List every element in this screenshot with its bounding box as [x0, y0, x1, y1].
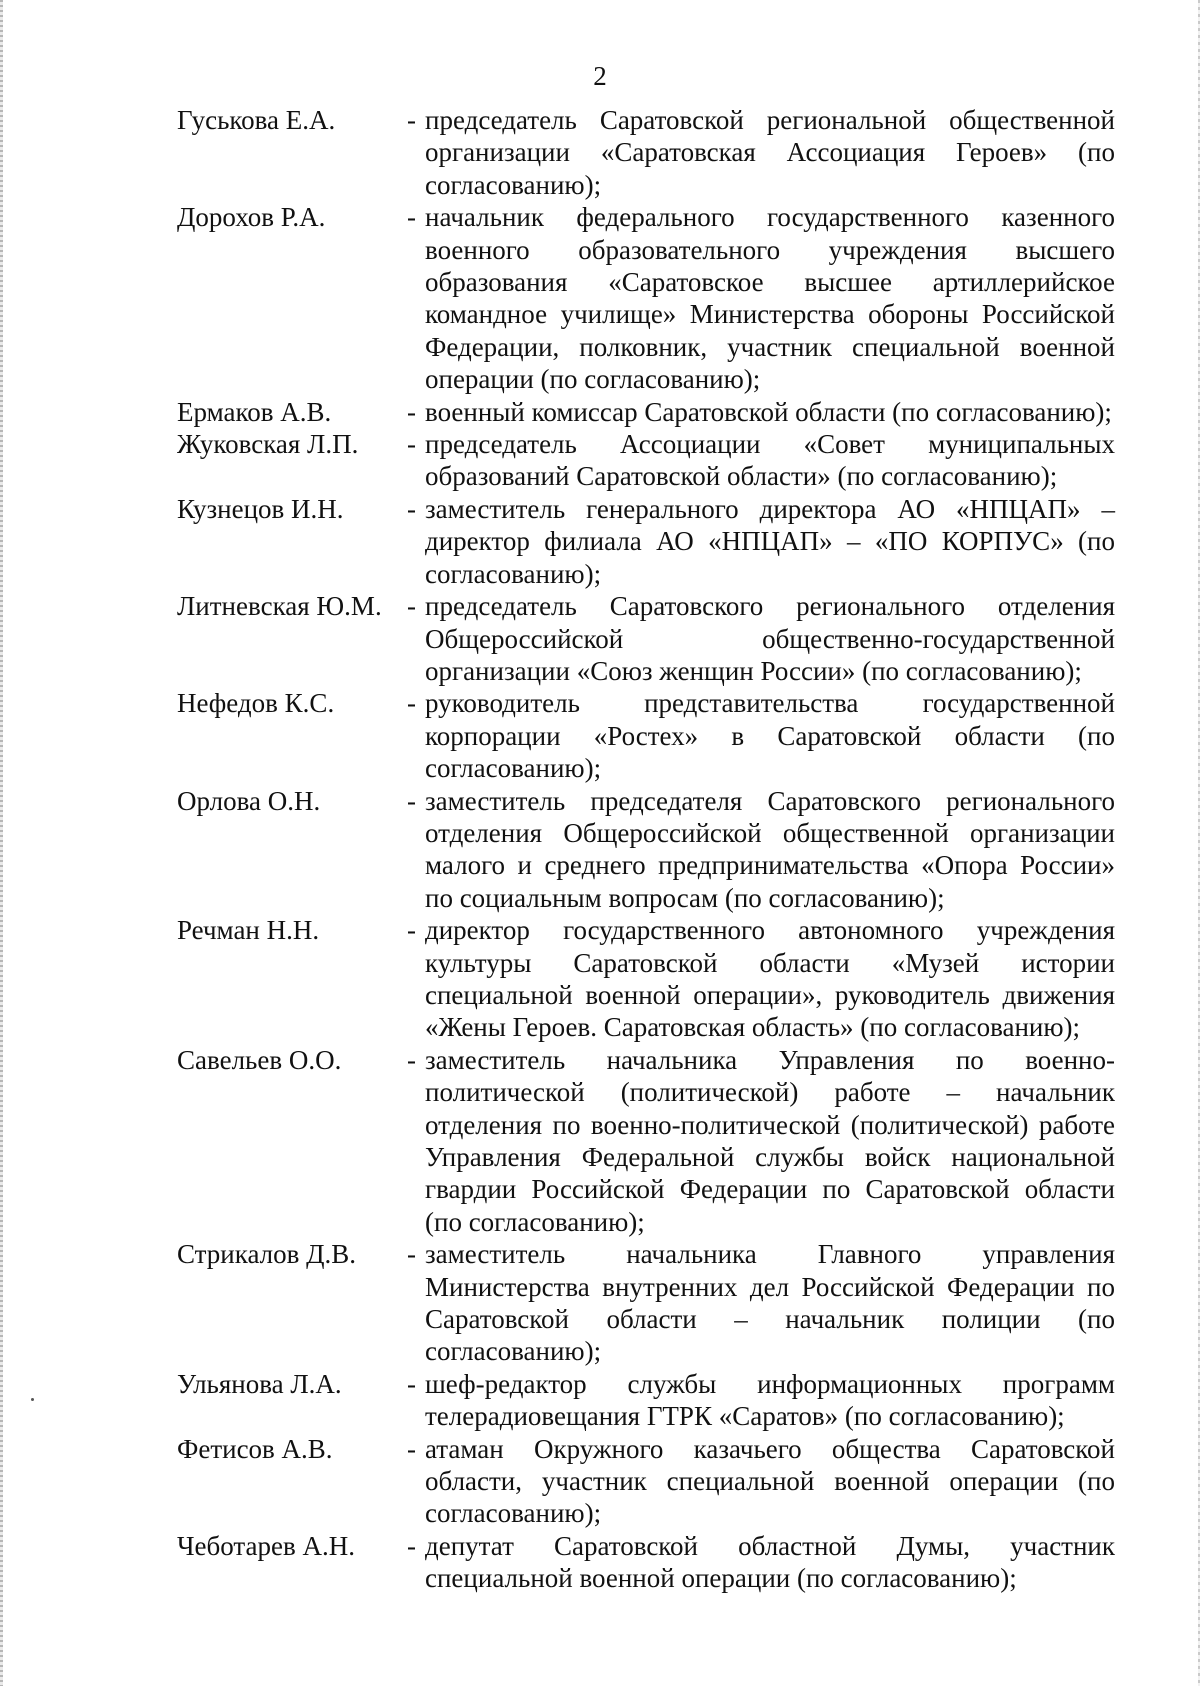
- member-entry: [177, 1433, 1115, 1530]
- role-text: заместитель начальника Управления по военно-политической (политической) работе – начальник отделения по военно-политической (политической) работе Управления Федеральной службы войск национальной гвардии Российской Федерации по Саратовской области (по согласованию);: [425, 1044, 1115, 1237]
- member-role: [407, 1530, 1115, 1595]
- member-role: [407, 914, 1115, 1044]
- role-dash: -: [407, 1433, 416, 1464]
- member-role: [407, 785, 1115, 915]
- role-text: заместитель генерального директора АО «НПЦАП» – директор филиала АО «НПЦАП» – «ПО КОРПУС» (по согласованию);: [425, 493, 1115, 589]
- role-dash: -: [407, 105, 416, 135]
- role-text: председатель Саратовского регионального отделения Общероссийской общественно-государственной организации «Союз женщин России» (по согласованию);: [425, 591, 1115, 686]
- member-name: Стрикалов Д.В.: [177, 1239, 357, 1270]
- member-name: Кузнецов И.Н.: [177, 493, 344, 524]
- member-role: [407, 1238, 1115, 1368]
- member-entry: [177, 396, 1115, 428]
- member-name: Жуковская Л.П.: [177, 429, 359, 460]
- member-entry: [177, 493, 1115, 590]
- role-text: председатель Ассоциации «Совет муниципальных образований Саратовской области» (по согласованию);: [425, 429, 1115, 492]
- member-role: [407, 428, 1115, 493]
- member-entry: [177, 914, 1115, 1044]
- role-dash: -: [407, 1239, 416, 1270]
- role-text: заместитель председателя Саратовского регионального отделения Общероссийской общественной организации малого и среднего предпринимательства «Опора России» по социальным вопросам (по согласованию);: [425, 785, 1115, 913]
- page-number: 2: [593, 61, 607, 91]
- member-name: Савельев О.О.: [177, 1044, 342, 1075]
- member-name: Речман Н.Н.: [177, 915, 320, 946]
- member-entry: [177, 1368, 1115, 1433]
- member-entry: [177, 1238, 1115, 1368]
- role-text: председатель Саратовской региональной общественной организации «Саратовская Ассоциация Героев» (по согласованию);: [425, 105, 1115, 200]
- role-text: атаман Окружного казачьего общества Саратовской области, участник специальной военной операции (по согласованию);: [425, 1433, 1115, 1529]
- member-name: Гуськова Е.А.: [177, 105, 336, 135]
- member-entry: [177, 687, 1115, 784]
- member-role: [407, 590, 1115, 687]
- role-dash: -: [407, 1044, 416, 1075]
- member-role: [407, 687, 1115, 784]
- role-dash: -: [407, 1530, 416, 1561]
- member-role: [407, 493, 1115, 590]
- member-name: Фетисов А.В.: [177, 1433, 333, 1464]
- role-dash: -: [407, 493, 416, 524]
- member-entry: [177, 590, 1115, 687]
- role-dash: -: [407, 202, 416, 233]
- role-dash: -: [407, 396, 416, 427]
- role-dash: -: [407, 429, 416, 460]
- role-dash: -: [407, 688, 416, 719]
- member-entry: [177, 1530, 1115, 1595]
- member-role: [407, 104, 1115, 201]
- members-list: [177, 104, 1115, 1595]
- member-role: [407, 201, 1115, 395]
- member-name: Орлова О.Н.: [177, 785, 321, 816]
- member-name: Ермаков А.В.: [177, 396, 332, 427]
- member-role: [407, 1368, 1115, 1433]
- role-dash: -: [407, 591, 416, 622]
- member-entry: [177, 104, 1115, 201]
- role-dash: -: [407, 1368, 416, 1399]
- member-name: Нефедов К.С.: [177, 688, 335, 719]
- role-text: директор государственного автономного учреждения культуры Саратовской области «Музей истории специальной военной операции», руководитель движения «Жены Героев. Саратовская область» (по согласованию);: [425, 915, 1115, 1043]
- role-dash: -: [407, 785, 416, 816]
- member-entry: [177, 785, 1115, 915]
- member-entry: [177, 201, 1115, 395]
- member-role: [407, 1044, 1115, 1238]
- member-name: Ульянова Л.А.: [177, 1368, 342, 1399]
- role-text: руководитель представительства государственной корпорации «Ростех» в Саратовской области (по согласованию);: [425, 688, 1115, 784]
- role-text: военный комиссар Саратовской области (по согласованию);: [425, 396, 1112, 427]
- member-name: Литневская Ю.М.: [177, 591, 382, 622]
- role-text: депутат Саратовской областной Думы, участник специальной военной операции (по согласованию);: [425, 1530, 1115, 1594]
- role-text: шеф-редактор службы информационных программ телерадиовещания ГТРК «Саратов» (по согласованию);: [425, 1368, 1115, 1432]
- member-role: [407, 396, 1115, 428]
- scan-speck: [31, 1398, 34, 1401]
- member-name: Дорохов Р.А.: [177, 202, 326, 233]
- role-text: начальник федерального государственного казенного военного образовательного учреждения высшего образования «Саратовское высшее артиллерийское командное училище» Министерства обороны Российской Федерации, полковник, участник специальной военной операции (по согласованию);: [425, 202, 1115, 395]
- member-entry: [177, 428, 1115, 493]
- scan-left-edge: [0, 0, 3, 1686]
- member-name: Чеботарев А.Н.: [177, 1530, 356, 1561]
- role-text: заместитель начальника Главного управления Министерства внутренних дел Российской Федерации по Саратовской области – начальник полиции (по согласованию);: [425, 1239, 1115, 1367]
- member-role: [407, 1433, 1115, 1530]
- role-dash: -: [407, 915, 416, 946]
- member-entry: [177, 1044, 1115, 1238]
